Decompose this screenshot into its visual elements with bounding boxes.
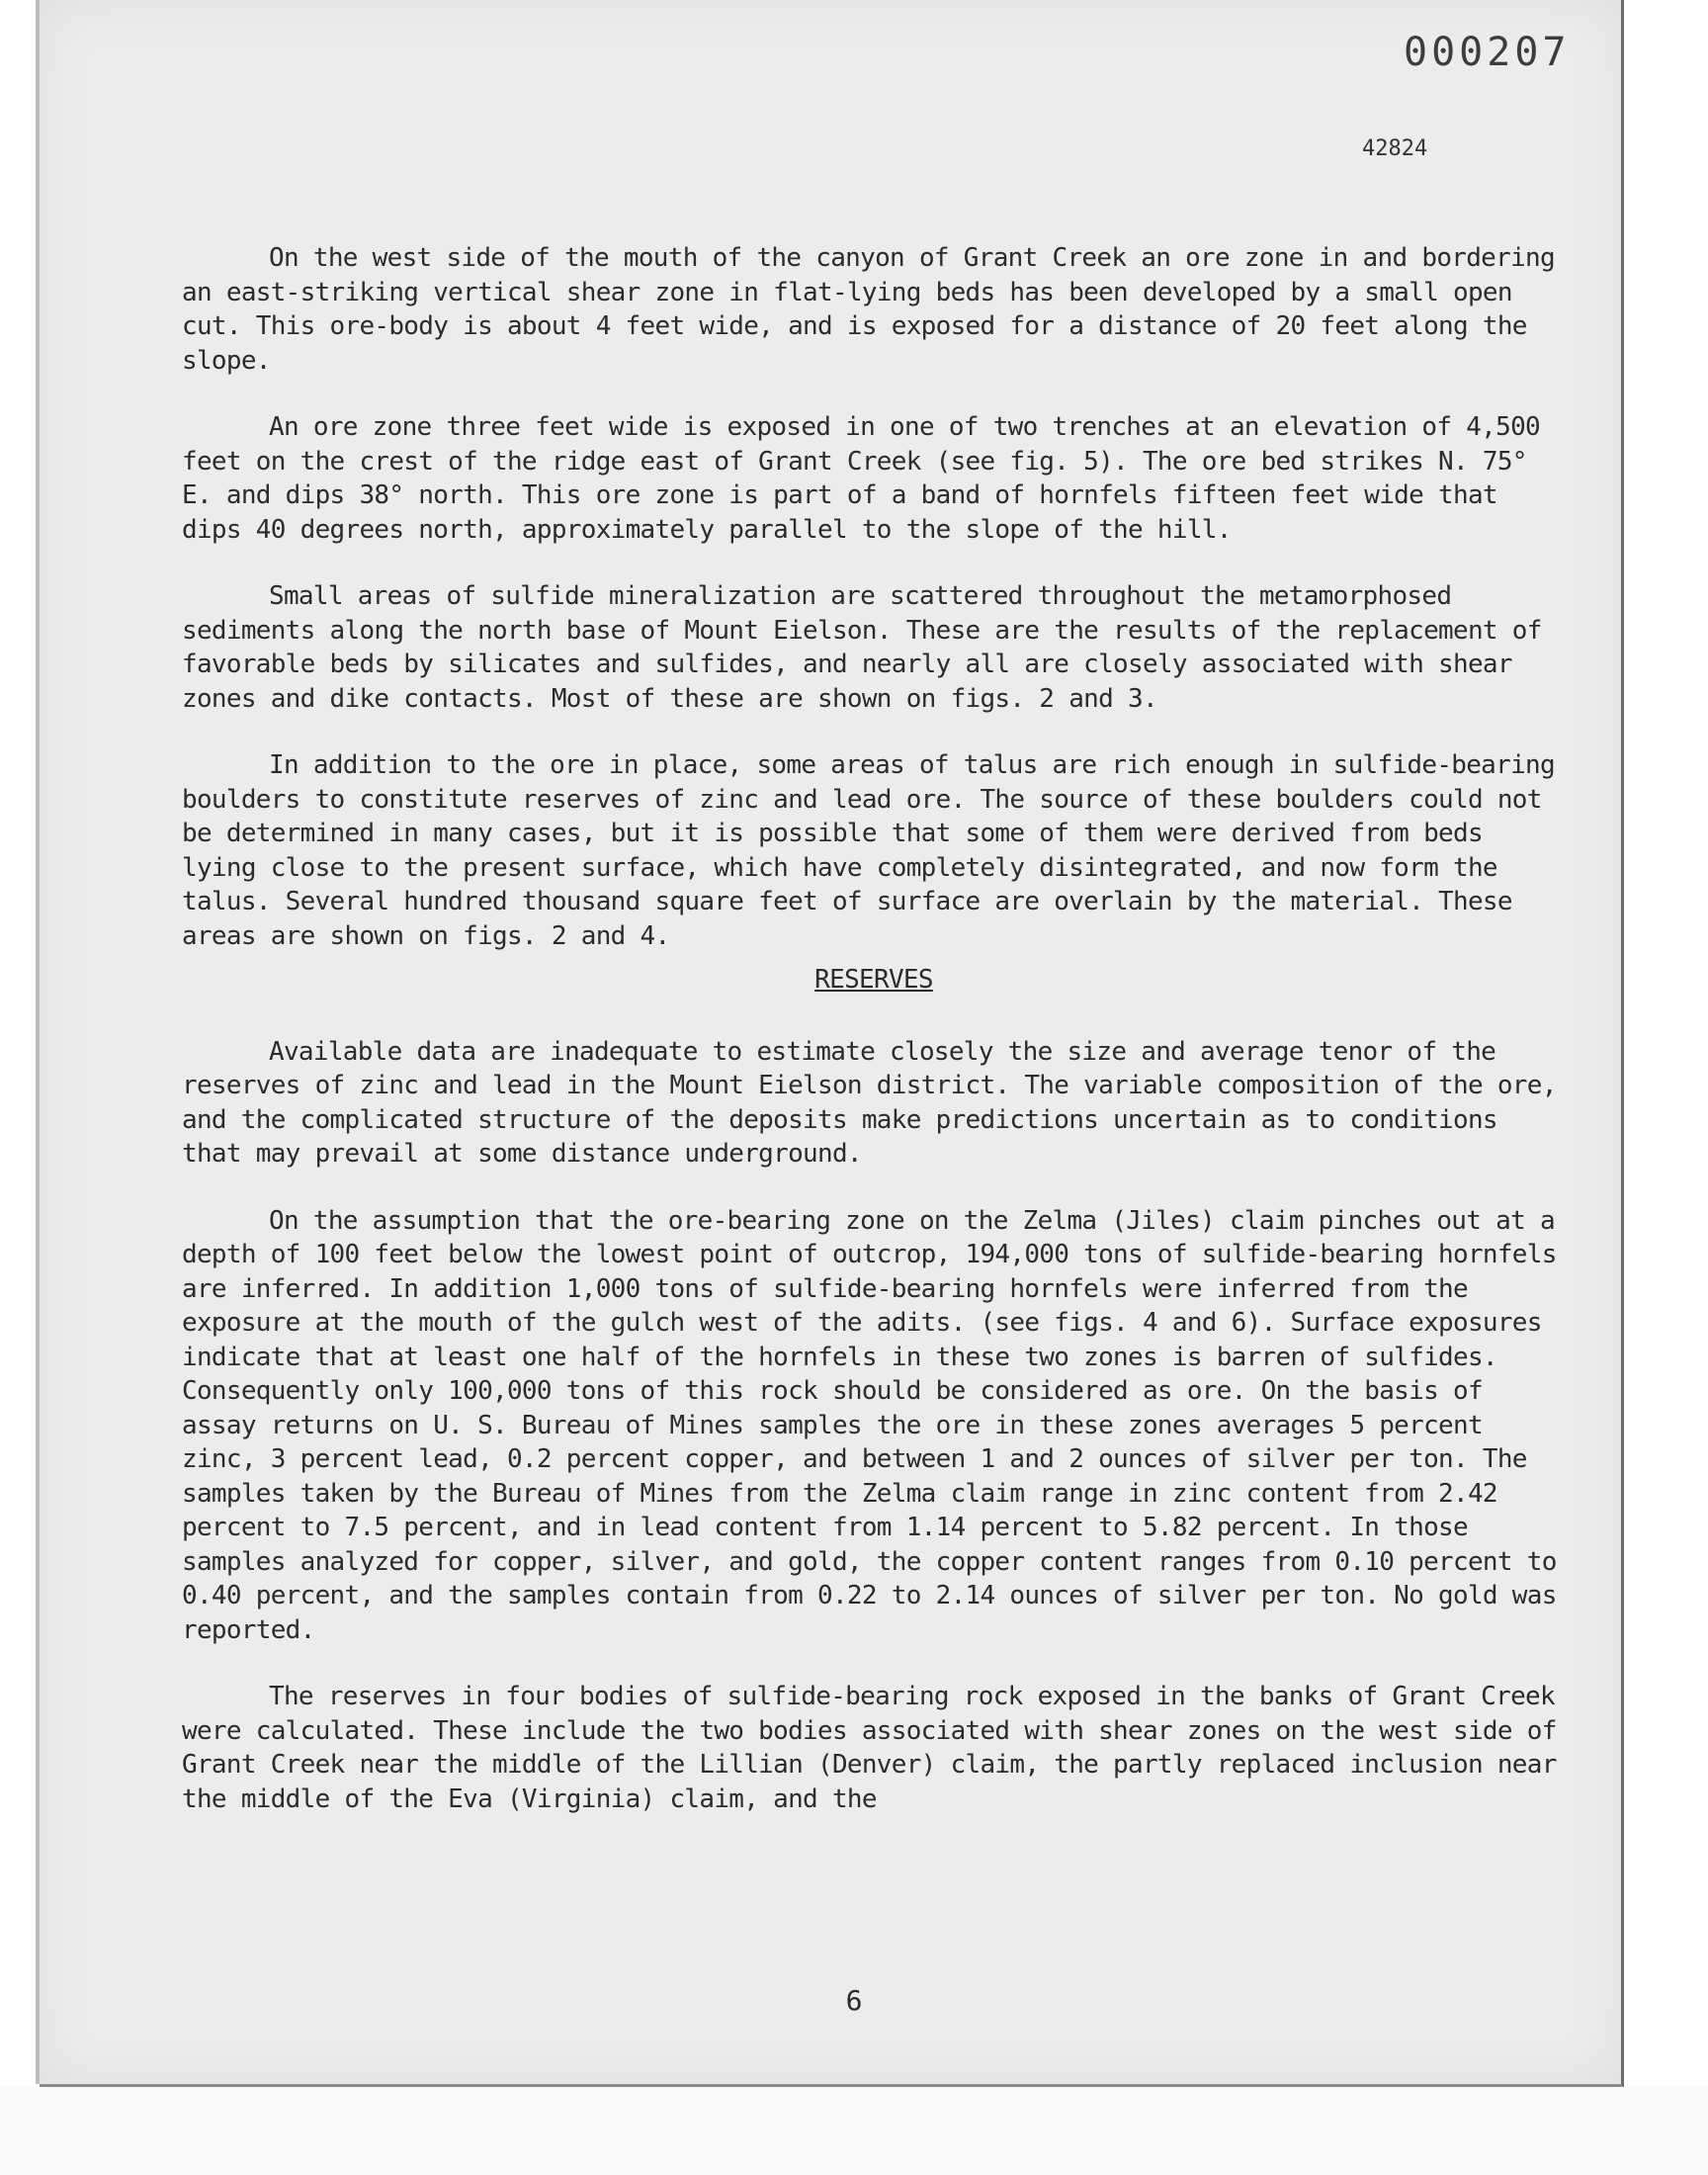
paragraph-grant-creek-ore-zone: On the west side of the mouth of the canyon of Grant Creek an ore zone in and bordering an east-striking vertical shear zone in flat-lying beds has been developed by a small open cut. This ore-body is about 4 feet wide, and is exposed for a distance of 20 feet along the slope. — [182, 243, 1555, 376]
paragraph-grant-creek-reserves: The reserves in four bodies of sulfide-bearing rock exposed in the banks of Grant Creek were calculated. These include the two bodies associated with shear zones on the west side of Grant Creek near the middle of the Lillian (Denver) claim, the partly replaced inclusion near the middle of the Eva (Virginia) claim, and the — [182, 1682, 1557, 1814]
background-strip — [0, 2087, 1708, 2175]
section-heading-reserves: RESERVES — [814, 965, 933, 995]
paragraph-talus-reserves: In addition to the ore in place, some areas of talus are rich enough in sulfide-bearing boulders to constitute reserves of zinc and lead ore. The source of these boulders could not be determined in many cases, but it is possible that some of them were derived from beds lying close to the present surface, which have completely disintegrated, and now form the talus. Several hundred thousand square feet of surface are overlain by the material. These areas are shown on figs. 2 and 4. — [182, 750, 1555, 951]
page-number: 6 — [845, 1984, 863, 2017]
reference-number: 42824 — [1362, 136, 1428, 161]
document-number: 000207 — [1404, 30, 1571, 75]
paragraph-zelma-claim: On the assumption that the ore-bearing zone on the Zelma (Jiles) claim pinches out at a depth of 100 feet below the lowest point of outcrop, 194,000 tons of sulfide-bearing hornfels are inferred. In addition 1,000 tons of sulfide-bearing hornfels were inferred from the exposure at the mouth of the gulch west of the adits. (see figs. 4 and 6). Surface exposures indicate that at least one half of the hornfels in these two zones is barren of sulfides. Consequently only 100,000 tons of this rock should be considered as ore. On the basis of assay returns on U. S. Bureau of Mines samples the ore in these zones averages 5 percent zinc, 3 percent lead, 0.2 percent copper, and between 1 and 2 ounces of silver per ton. The samples taken by the Bureau of Mines from the Zelma claim range in zinc content from 2.42 percent to 7.5 percent, and in lead content from 1.14 percent to 5.82 percent. In those samples analyzed for copper, silver, and gold, the copper content ranges from 0.10 percent to 0.40 percent, and the samples contain from 0.22 to 2.14 ounces of silver per ton. No gold was reported. — [182, 1205, 1557, 1645]
paragraph-available-data: Available data are inadequate to estimate closely the size and average tenor of the reserves of zinc and lead in the Mount Eielson district. The variable composition of the ore, and the complicated structure of the deposits make predictions uncertain as to conditions that may prevail at some distance underground. — [182, 1036, 1557, 1169]
paragraph-trench-ore-zone: An ore zone three feet wide is exposed in one of two trenches at an elevation of 4,500 feet on the crest of the ridge east of Grant Creek (see fig. 5). The ore bed strikes N. 75° E. and dips 38° north. This ore zone is part of a band of hornfels fifteen feet wide that dips 40 degrees north, approximately parallel to the slope of the hill. — [182, 412, 1540, 545]
paragraph-sulfide-mineralization: Small areas of sulfide mineralization are scattered throughout the metamorphosed sediments along the north base of Mount Eielson. These are the results of the replacement of favorable beds by silicates and sulfides, and nearly all are closely associated with shear zones and dike contacts. Most of these are shown on figs. 2 and 3. — [182, 581, 1542, 714]
document-body — [182, 241, 1566, 1816]
